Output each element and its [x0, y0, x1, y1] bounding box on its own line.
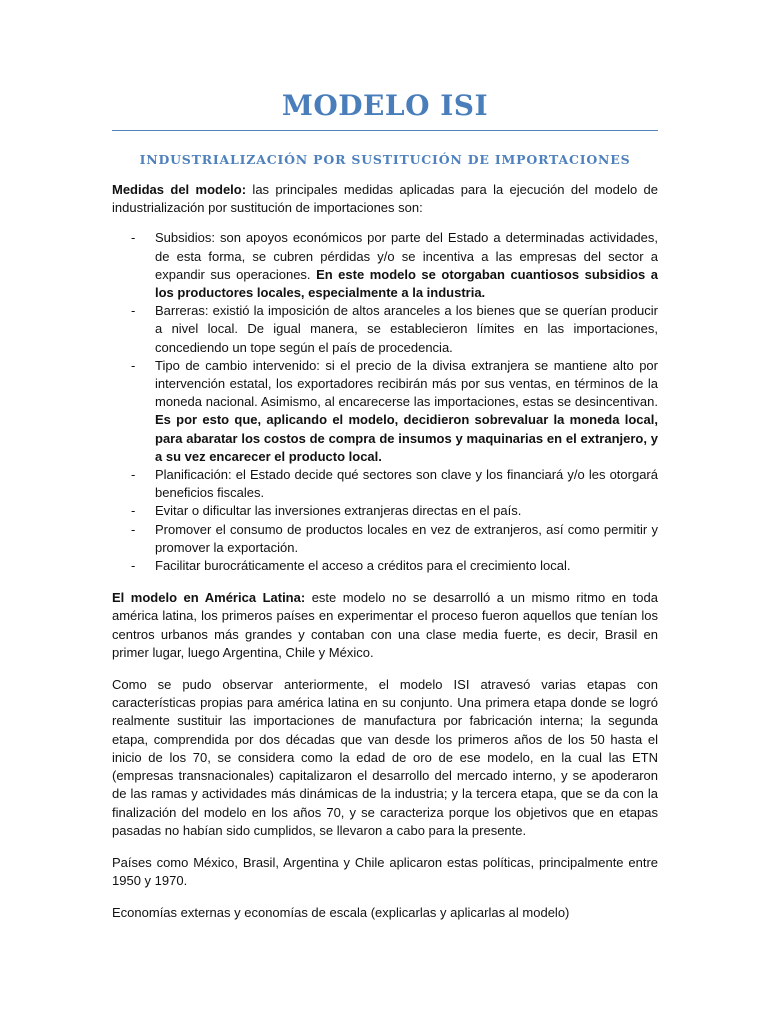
measures-list: [112, 229, 658, 575]
bullet-dash: -: [131, 521, 136, 537]
intro-paragraph: [112, 181, 658, 217]
intro-label: Medidas del modelo:: [112, 182, 247, 197]
bullet-dash: -: [131, 558, 136, 574]
latam-paragraph: [112, 589, 658, 662]
list-item: - Facilitar burocráticamente el acceso a créditos para el crecimiento local.: [112, 557, 658, 575]
bullet-dash: -: [131, 303, 136, 319]
latam-label: El modelo en América Latina:: [112, 590, 306, 606]
economies-paragraph: Economías externas y economías de escala (explicarlas y aplicarlas al modelo): [112, 905, 570, 921]
list-item: - Subsidios: son apoyos económicos por parte del Estado a determinadas actividades, de esta forma, se cubren pérdidas y/o se incentiva a las empresas del sector a expandir sus operaciones. En este modelo se otorgaban cuantiosos subsidios a los productores locales, especialmente a la industria.: [131, 230, 659, 301]
bullet-dash: -: [131, 503, 136, 519]
countries-paragraph: Países como México, Brasil, Argentina y Chile aplicaron estas políticas, principalmente entre 1950 y 1970.: [112, 854, 658, 889]
document-title: MODELO ISI: [281, 89, 489, 122]
intro-text: las principales medidas aplicadas para la ejecución del modelo de industrialización por sustitución de importaciones son:: [112, 182, 659, 216]
stages-paragraph: Como se pudo observar anteriormente, el modelo ISI atravesó varias etapas con características propias para américa latina en su conjunto. Una primera etapa donde se logró realmente sustituir las importaciones de manufactura por fabricación interna; la segunda etapa, comprendida por dos décadas que van desde los primeros años de los 50 hasta el inicio de los 70, se considera como la edad de oro de ese modelo, en la cual las ETN (empresas transnacionales) capitalizaron el desarrollo del mercado interno, y se apoderaron de las ramas y actividades más dinámicas de la industria; y la tercera etapa, que se da con la finalización del modelo en los años 70, y se caracteriza porque los objetivos que en etapas pasadas no habían sido cumplidos, se llevaron a cabo para la presente.: [112, 677, 658, 838]
bullet-dash: -: [131, 357, 136, 373]
list-item: - Planificación: el Estado decide qué sectores son clave y los financiará y/o les otorgará beneficios fiscales.: [131, 467, 658, 501]
list-item: - Promover el consumo de productos locales en vez de extranjeros, así como permitir y promover la exportación.: [131, 521, 658, 555]
list-item: - Evitar o dificultar las inversiones extranjeras directas en el país.: [112, 502, 658, 520]
list-item: - Barreras: existió la imposición de altos aranceles a los bienes que se querían producir a nivel local. De igual manera, se establecieron límites en las importaciones, concediendo un tope según el país de procedencia.: [131, 303, 658, 355]
document-page: [112, 0, 658, 923]
bullet-dash: -: [131, 230, 136, 246]
bullet-dash: -: [131, 467, 136, 483]
latam-text: este modelo no se desarrolló a un mismo ritmo en toda américa latina, los primeros países en experimentar el proceso fueron aquellos que tenían los centros urbanos más grandes y contaban con una clase media fuerte, es decir, Brasil en primer lugar, luego Argentina, Chile y México.: [112, 590, 658, 660]
title-divider: [112, 130, 658, 131]
document-subtitle: INDUSTRIALIZACIÓN POR SUSTITUCIÓN DE IMPORTACIONES: [139, 152, 631, 167]
list-item: - Tipo de cambio intervenido: si el precio de la divisa extranjera se mantiene alto por intervención estatal, los exportadores recibirán más por sus ventas, en términos de la moneda nacional. Asimismo, al encarecerse las importaciones, estas se desincentivan. Es por esto que, aplicando el modelo, decidieron sobrevaluar la moneda local, para abaratar los costos de compra de insumos y maquinarias en el extranjero, y a su vez encarecer el producto local.: [131, 357, 658, 464]
